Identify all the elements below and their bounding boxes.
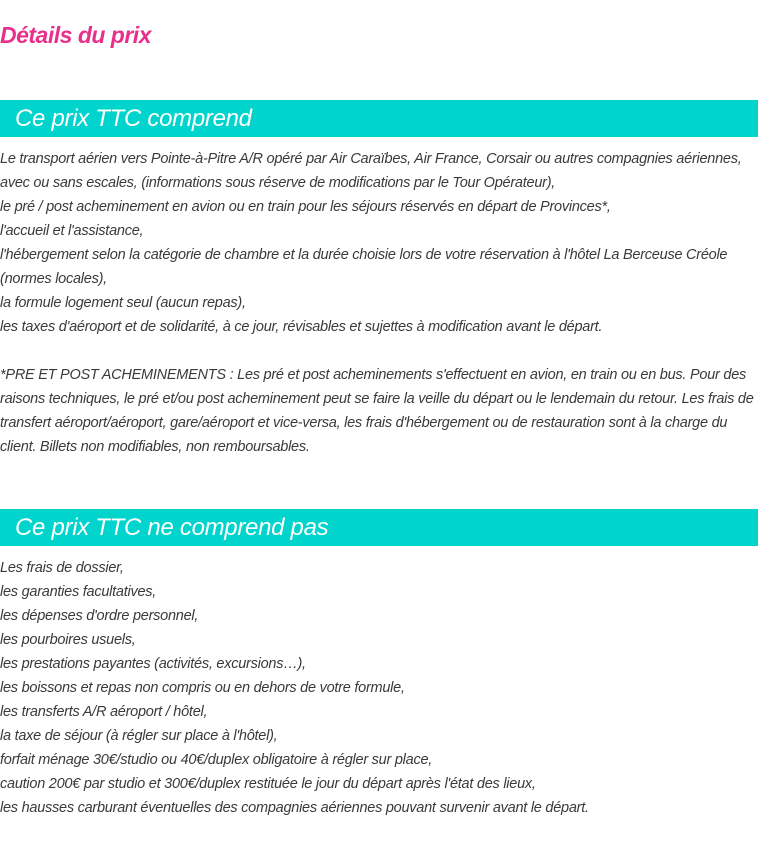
- excluded-item: les garanties facultatives,: [0, 584, 157, 600]
- included-section-header: [0, 100, 758, 137]
- excluded-list: [0, 556, 758, 820]
- acheminement-note-text: *PRE ET POST ACHEMINEMENTS : Les pré et post acheminements s'effectuent en avion, en train ou en bus. Pour des raisons techniques, le pré et/ou post acheminement peut se faire la veille du départ ou le lendemain du retour. Les frais de transfert aéroport/aéroport, gare/aéroport et vice-versa, les frais d'hébergement ou de restauration sont à la charge du client. Billets non modifiables, non remboursables.: [0, 367, 754, 455]
- included-item: Le transport aérien vers Pointe-à-Pitre A/R opéré par Air Caraïbes, Air France, Corsair ou autres compagnies aériennes, avec ou sans escales, (informations sous réserve de modifications par le Tour Opérateur),: [0, 151, 742, 191]
- excluded-item: les pourboires usuels,: [0, 632, 136, 648]
- excluded-item: caution 200€ par studio et 300€/duplex restituée le jour du départ après l'état des lieux,: [0, 776, 536, 792]
- excluded-heading: Ce prix TTC ne comprend pas: [15, 514, 329, 541]
- included-list: [0, 147, 758, 339]
- excluded-section-header: [0, 509, 758, 546]
- excluded-item: les dépenses d'ordre personnel,: [0, 608, 199, 624]
- excluded-item: Les frais de dossier,: [0, 560, 124, 576]
- excluded-item: les transferts A/R aéroport / hôtel,: [0, 704, 208, 720]
- acheminement-note: [0, 363, 758, 459]
- included-item: les taxes d'aéroport et de solidarité, à ce jour, révisables et sujettes à modification avant le départ.: [0, 319, 603, 335]
- included-item: l'accueil et l'assistance,: [0, 223, 144, 239]
- page-title: Détails du prix: [0, 22, 151, 48]
- included-item: le pré / post acheminement en avion ou en train pour les séjours réservés en départ de Provinces*,: [0, 199, 611, 215]
- excluded-item: la taxe de séjour (à régler sur place à l'hôtel),: [0, 728, 278, 744]
- excluded-item: les prestations payantes (activités, excursions…),: [0, 656, 306, 672]
- included-item: l'hébergement selon la catégorie de chambre et la durée choisie lors de votre réservation à l'hôtel La Berceuse Créole (normes locales),: [0, 247, 728, 287]
- excluded-item: les hausses carburant éventuelles des compagnies aériennes pouvant survenir avant le départ.: [0, 800, 589, 816]
- included-heading: Ce prix TTC comprend: [15, 105, 252, 132]
- excluded-item: forfait ménage 30€/studio ou 40€/duplex obligatoire à régler sur place,: [0, 752, 433, 768]
- included-item: la formule logement seul (aucun repas),: [0, 295, 246, 311]
- excluded-item: les boissons et repas non compris ou en dehors de votre formule,: [0, 680, 405, 696]
